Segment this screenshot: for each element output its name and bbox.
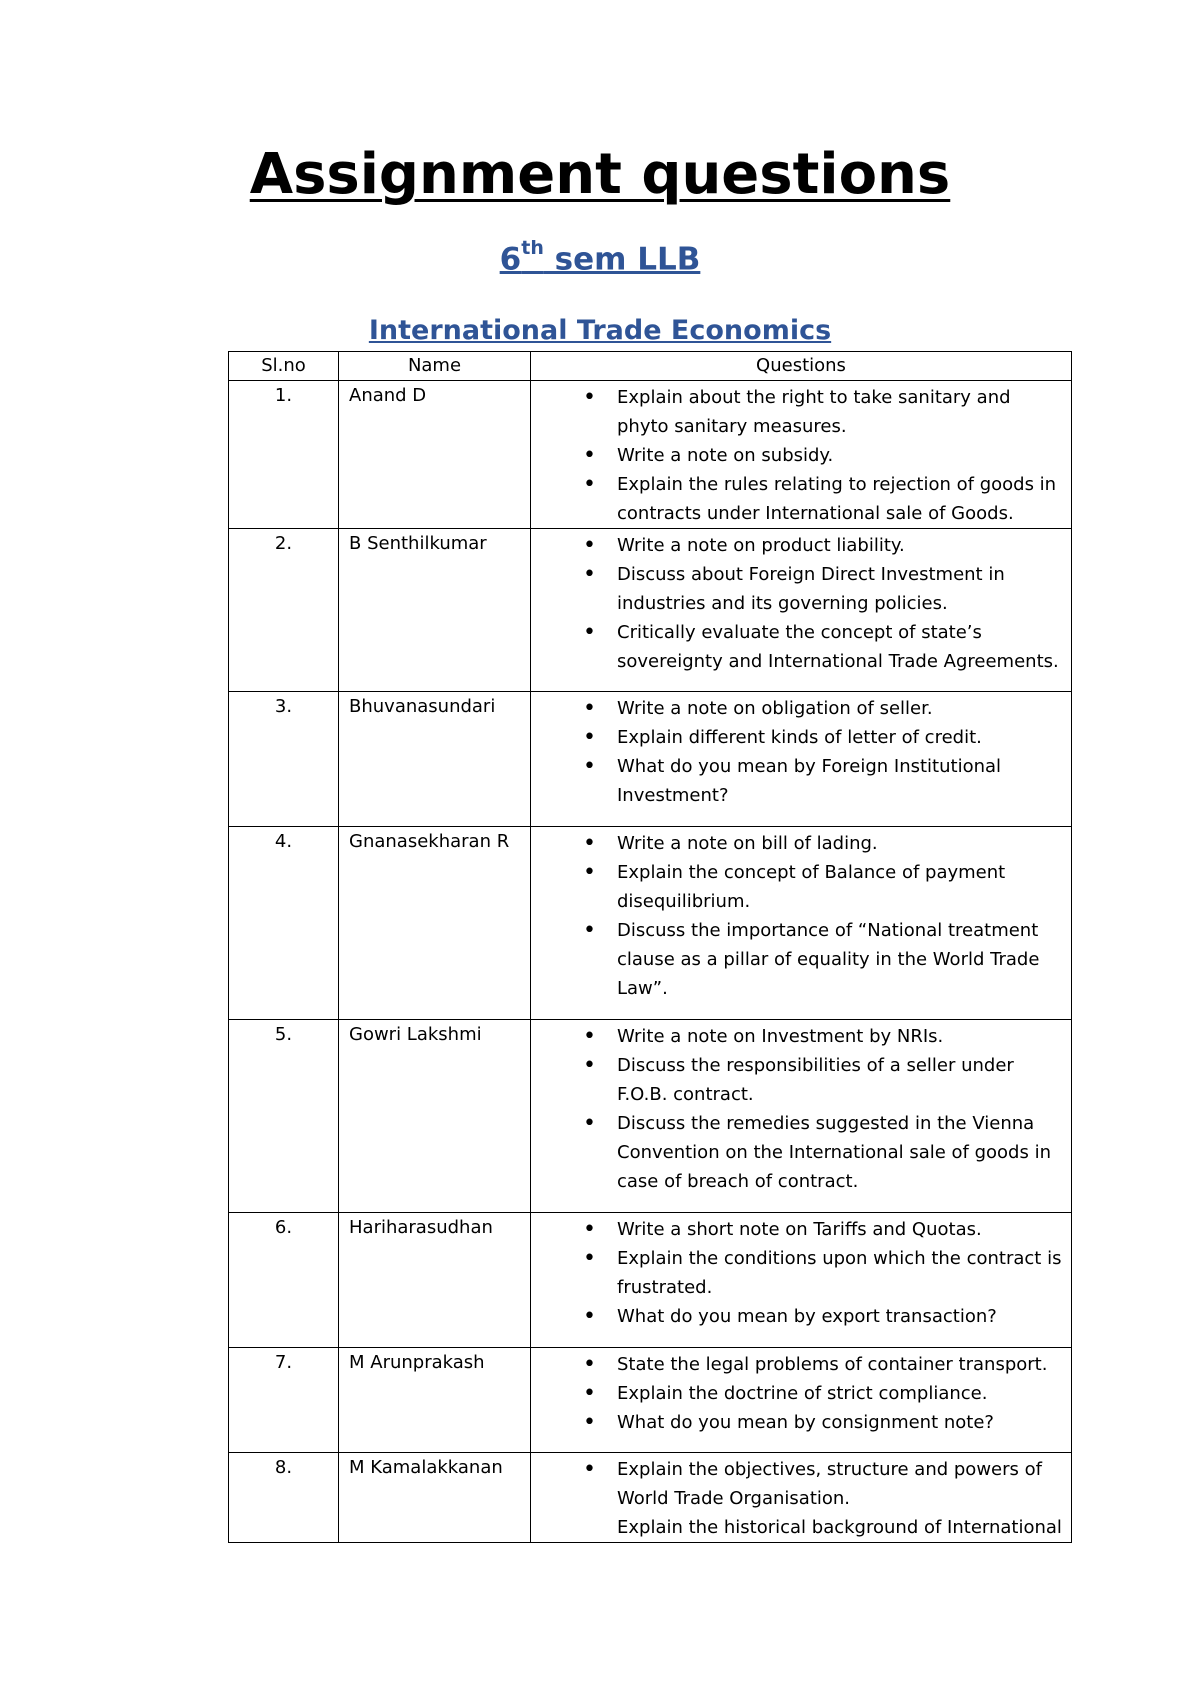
question-item: • Explain the concept of Balance of payment disequilibrium. [617, 858, 1063, 916]
question-item: • Write a note on product liability. [617, 531, 1063, 560]
question-item: • What do you mean by consignment note? [617, 1408, 1063, 1437]
question-item: • Explain different kinds of letter of credit. [617, 723, 1063, 752]
row-name: B Senthilkumar [339, 529, 531, 692]
subject-heading: International Trade Economics [368, 315, 832, 346]
row-questions [531, 381, 1072, 529]
question-item: • Explain the doctrine of strict compliance. [617, 1379, 1063, 1408]
row-questions [531, 827, 1072, 1020]
question-item: • Explain about the right to take sanitary and phyto sanitary measures. [617, 383, 1063, 441]
row-name: Gnanasekharan R [339, 827, 531, 1020]
table-row [229, 1213, 1072, 1348]
column-header-questions: Questions [531, 352, 1072, 381]
question-item: • State the legal problems of container transport. [617, 1350, 1063, 1379]
question-item: • Discuss the importance of “National treatment clause as a pillar of equality in the World Trade Law”. [617, 916, 1063, 1003]
question-item: • Critically evaluate the concept of state’s sovereignty and International Trade Agreements. [617, 618, 1063, 676]
question-item: • Discuss the responsibilities of a seller under F.O.B. contract. [617, 1051, 1063, 1109]
row-slno: 4. [229, 827, 339, 1020]
table-row [229, 827, 1072, 1020]
row-name: Hariharasudhan [339, 1213, 531, 1348]
row-name: Anand D [339, 381, 531, 529]
semester-rest: sem LLB [543, 241, 701, 278]
question-item: • Write a note on subsidy. [617, 441, 1063, 470]
question-item: • Discuss the remedies suggested in the Vienna Convention on the International sale of goods in case of breach of contract. [617, 1109, 1063, 1196]
question-item: • Write a note on obligation of seller. [617, 694, 1063, 723]
semester-heading [0, 232, 1200, 279]
row-slno: 7. [229, 1348, 339, 1453]
row-questions [531, 1453, 1072, 1543]
question-item: • Explain the historical background of International [617, 1513, 1063, 1542]
assignment-table [228, 351, 1072, 1543]
row-slno: 1. [229, 381, 339, 529]
question-item: • What do you mean by Foreign Institutional Investment? [617, 752, 1063, 810]
row-slno: 2. [229, 529, 339, 692]
row-name: M Arunprakash [339, 1348, 531, 1453]
question-item: • Write a short note on Tariffs and Quotas. [617, 1215, 1063, 1244]
table-row [229, 1020, 1072, 1213]
row-name: M Kamalakkanan [339, 1453, 531, 1543]
row-questions [531, 692, 1072, 827]
row-questions [531, 1348, 1072, 1453]
table-row [229, 1348, 1072, 1453]
document-title: Assignment questions [249, 142, 951, 207]
row-questions [531, 1213, 1072, 1348]
row-slno: 5. [229, 1020, 339, 1213]
question-item: • What do you mean by export transaction? [617, 1302, 1063, 1331]
table-header-row [229, 352, 1072, 381]
row-slno: 6. [229, 1213, 339, 1348]
row-name: Bhuvanasundari [339, 692, 531, 827]
question-item: • Explain the conditions upon which the contract is frustrated. [617, 1244, 1063, 1302]
row-questions [531, 1020, 1072, 1213]
column-header-name: Name [339, 352, 531, 381]
row-questions [531, 529, 1072, 692]
question-item: • Explain the objectives, structure and powers of World Trade Organisation. [617, 1455, 1063, 1513]
table-row [229, 529, 1072, 692]
question-item: • Write a note on bill of lading. [617, 829, 1063, 858]
table-row [229, 381, 1072, 529]
question-item: • Explain the rules relating to rejection of goods in contracts under International sale of Goods. [617, 470, 1063, 528]
table-row [229, 1453, 1072, 1543]
question-item: • Discuss about Foreign Direct Investment in industries and its governing policies. [617, 560, 1063, 618]
row-name: Gowri Lakshmi [339, 1020, 531, 1213]
column-header-slno: Sl.no [229, 352, 339, 381]
semester-suffix: th [521, 237, 544, 259]
row-slno: 3. [229, 692, 339, 827]
table-row [229, 692, 1072, 827]
row-slno: 8. [229, 1453, 339, 1543]
semester-number: 6 [499, 241, 522, 278]
question-item: • Write a note on Investment by NRIs. [617, 1022, 1063, 1051]
